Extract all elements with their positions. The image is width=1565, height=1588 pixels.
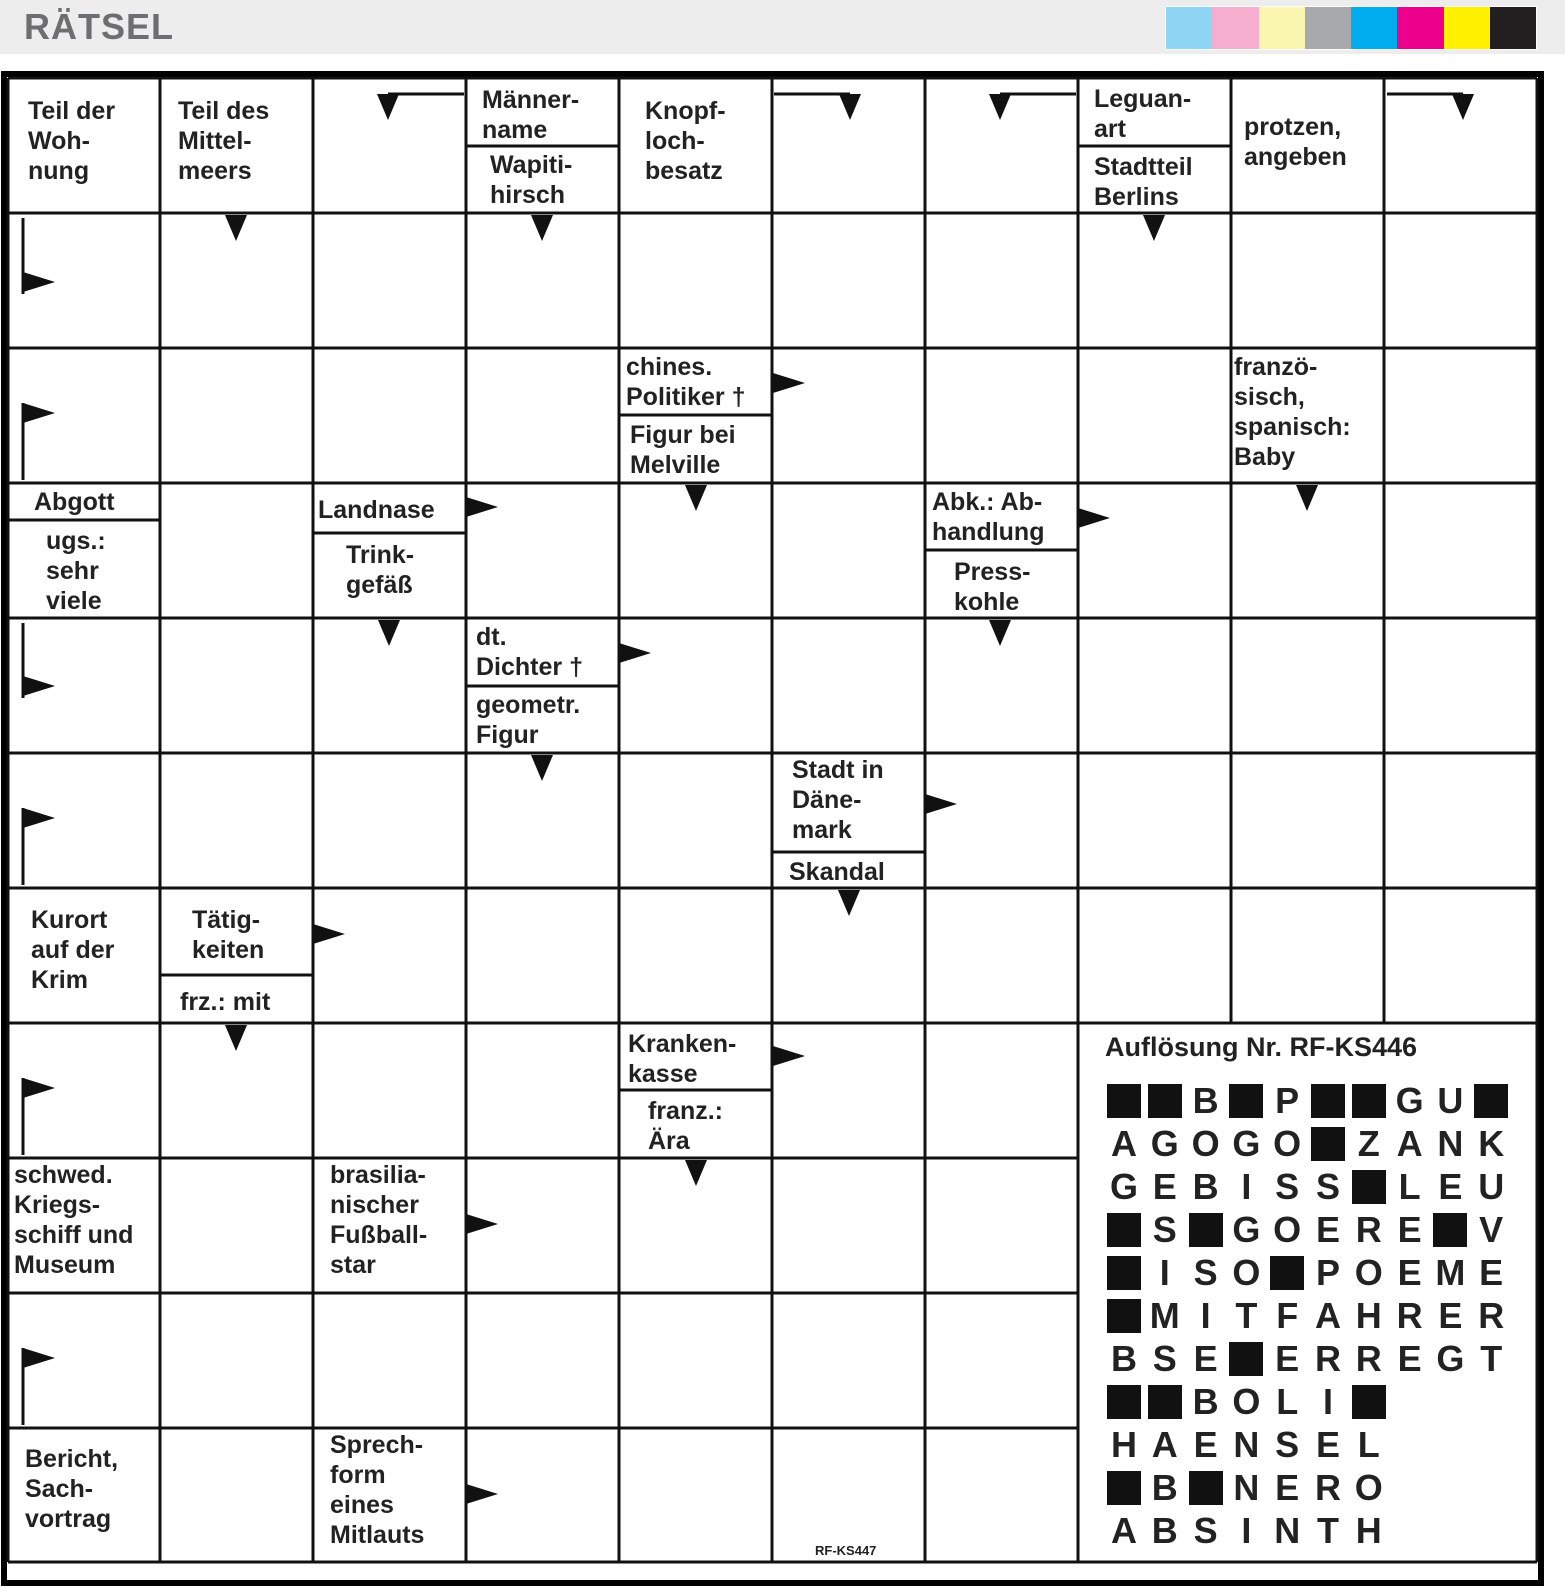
page-title: RÄTSEL — [24, 6, 174, 47]
solution-letter: T — [1480, 1338, 1503, 1379]
solution-letter: O — [1354, 1252, 1383, 1293]
clue-text — [954, 557, 1030, 617]
clue-line: Teil der — [28, 97, 116, 125]
arrow-icon — [466, 497, 498, 517]
clue-line: Fußball- — [330, 1221, 428, 1249]
clue-text — [330, 1430, 424, 1550]
clue-line: chines. — [626, 353, 713, 381]
solution-letter: A — [1151, 1424, 1178, 1465]
solution-letter: O — [1273, 1123, 1302, 1164]
solution-letter: E — [1479, 1252, 1504, 1293]
solution-block — [1148, 1084, 1182, 1118]
solution-letter: K — [1478, 1123, 1505, 1164]
solution-letter: O — [1232, 1381, 1261, 1422]
arrow-icon — [1078, 508, 1110, 528]
solution-letter: S — [1193, 1510, 1218, 1551]
solution-letter: B — [1151, 1467, 1178, 1508]
arrow-icon — [378, 620, 400, 646]
solution-title: Auflösung Nr. RF-KS446 — [1105, 1032, 1418, 1062]
solution-letter: E — [1275, 1338, 1300, 1379]
clue-text — [46, 526, 106, 616]
solution-letter: G — [1436, 1338, 1465, 1379]
solution-letter: N — [1233, 1467, 1260, 1508]
solution-letter: B — [1151, 1510, 1178, 1551]
clue-text — [180, 987, 270, 1017]
solution-letter: O — [1191, 1123, 1220, 1164]
solution-block — [1189, 1213, 1223, 1247]
solution-letter: E — [1438, 1295, 1463, 1336]
solution-letter: E — [1315, 1424, 1340, 1465]
solution-letter: B — [1192, 1166, 1219, 1207]
clue-text — [648, 1096, 723, 1156]
clue-line: Abgott — [34, 488, 115, 516]
solution-letter: E — [1397, 1252, 1422, 1293]
clue-line: geometr. — [476, 691, 581, 719]
arrow-icon — [1452, 94, 1474, 120]
clue-line: Kranken- — [628, 1030, 737, 1058]
solution-letter: M — [1149, 1295, 1180, 1336]
solution-letter: E — [1397, 1338, 1422, 1379]
clue-line: Skandal — [789, 858, 885, 886]
solution-letter: H — [1355, 1295, 1382, 1336]
clue-line: Tätig- — [192, 906, 261, 934]
clue-line: vortrag — [25, 1505, 112, 1533]
clue-line: Wapiti- — [490, 151, 573, 179]
solution-block — [1270, 1256, 1304, 1290]
arrow-icon — [23, 808, 55, 828]
solution-letter: S — [1152, 1209, 1177, 1250]
solution-letter: T — [1317, 1510, 1339, 1551]
clue-line: Teil des — [178, 97, 270, 125]
clue-line: eines — [330, 1491, 394, 1519]
solution-letter: L — [1276, 1381, 1299, 1422]
arrow-icon — [989, 620, 1011, 646]
solution-letter: O — [1273, 1209, 1302, 1250]
solution-letter: E — [1397, 1209, 1422, 1250]
solution-letter: I — [1322, 1381, 1333, 1422]
clue-line: Kurort — [31, 906, 108, 934]
clue-line: dt. — [476, 623, 507, 651]
clue-line: meers — [178, 157, 252, 185]
arrow-icon — [1143, 215, 1165, 241]
clue-text — [25, 1444, 118, 1534]
clue-text — [346, 540, 414, 600]
clue-line: art — [1094, 115, 1126, 143]
clue-text — [1234, 352, 1351, 472]
solution-letter: R — [1355, 1209, 1382, 1250]
solution-letter: E — [1193, 1338, 1218, 1379]
clue-line: Melville — [630, 451, 721, 479]
clue-line: handlung — [932, 518, 1045, 546]
clue-text — [490, 150, 572, 210]
clue-line: nung — [28, 157, 90, 185]
solution-letter: N — [1274, 1510, 1301, 1551]
clue-line: viele — [46, 587, 102, 615]
clue-text — [14, 1160, 133, 1280]
solution-letter: R — [1396, 1295, 1423, 1336]
solution-letter: O — [1232, 1252, 1261, 1293]
solution-block — [1311, 1127, 1345, 1161]
solution-letter: A — [1111, 1123, 1137, 1164]
clue-line: auf der — [31, 936, 115, 964]
solution-letter: E — [1152, 1166, 1177, 1207]
arrow-icon — [466, 1484, 498, 1504]
clue-text — [28, 96, 115, 186]
arrow-icon — [989, 94, 1011, 120]
solution-letter: V — [1479, 1209, 1504, 1250]
solution-letter: R — [1315, 1338, 1341, 1379]
clue-line: Trink- — [346, 541, 415, 569]
solution-letter: E — [1193, 1424, 1218, 1465]
solution-letter: R — [1315, 1467, 1341, 1508]
clue-line: protzen, — [1244, 113, 1342, 141]
clue-line: Bericht, — [25, 1445, 119, 1473]
solution-letter: S — [1193, 1252, 1218, 1293]
clue-line: schiff und — [14, 1221, 134, 1249]
clue-line: form — [330, 1461, 386, 1489]
solution-block — [1107, 1256, 1141, 1290]
arrow-icon — [23, 1078, 55, 1098]
solution-block — [1229, 1342, 1263, 1376]
clue-line: star — [330, 1251, 376, 1279]
solution-letter: S — [1152, 1338, 1177, 1379]
solution-letter: U — [1478, 1166, 1505, 1207]
clue-line: Stadtteil — [1094, 153, 1193, 181]
clue-line: spanisch: — [1234, 413, 1351, 441]
clue-line: keiten — [192, 936, 265, 964]
solution-letter: R — [1478, 1295, 1505, 1336]
arrow-icon — [23, 1348, 55, 1368]
clue-line: kohle — [954, 588, 1020, 616]
clue-line: franz.: — [648, 1097, 723, 1125]
clue-text — [1094, 84, 1191, 144]
solution-letter: O — [1354, 1467, 1383, 1508]
clue-text — [318, 495, 435, 525]
solution-letter: E — [1275, 1467, 1300, 1508]
clue-line: Dichter † — [476, 653, 583, 681]
clue-text — [476, 622, 583, 682]
clue-text — [31, 905, 114, 995]
clue-line: nischer — [330, 1191, 419, 1219]
arrow-icon — [23, 272, 55, 292]
solution-letter: G — [1109, 1166, 1138, 1207]
clue-text — [330, 1160, 427, 1280]
solution-letter: I — [1159, 1252, 1170, 1293]
clue-text — [932, 487, 1044, 547]
clue-line: Woh- — [28, 127, 91, 155]
solution-letter: I — [1241, 1166, 1252, 1207]
clue-text — [482, 85, 579, 145]
solution-letter: M — [1435, 1252, 1466, 1293]
clue-line: Berlins — [1094, 183, 1179, 211]
solution-block — [1107, 1471, 1141, 1505]
clue-text — [192, 905, 264, 965]
clue-line: sehr — [46, 557, 99, 585]
arrow-icon — [925, 794, 957, 814]
solution-letter: I — [1200, 1295, 1211, 1336]
solution-block — [1148, 1385, 1182, 1419]
clue-line: franzö- — [1234, 353, 1318, 381]
arrow-icon — [466, 1214, 498, 1234]
solution-letter: R — [1355, 1338, 1382, 1379]
solution-letter: A — [1396, 1123, 1423, 1164]
arrow-icon — [377, 94, 399, 120]
arrow-icon — [619, 643, 651, 663]
arrow-icon — [685, 485, 707, 511]
solution-block — [1352, 1084, 1386, 1118]
arrow-icon — [23, 403, 55, 423]
clue-text — [1094, 152, 1193, 212]
arrow-icon — [225, 215, 247, 241]
clue-line: Däne- — [792, 786, 862, 814]
clue-line: Kriegs- — [14, 1191, 101, 1219]
solution-letter: N — [1233, 1424, 1260, 1465]
clue-line: Sprech- — [330, 1431, 424, 1459]
solution-letter: B — [1111, 1338, 1137, 1379]
clue-line: Figur — [476, 721, 539, 749]
solution-letter: B — [1192, 1080, 1219, 1121]
solution-letter: P — [1275, 1080, 1300, 1121]
clue-line: hirsch — [490, 181, 566, 209]
solution-letter: S — [1315, 1166, 1340, 1207]
solution-letter: B — [1192, 1381, 1219, 1422]
clue-text — [626, 352, 746, 412]
solution-letter: U — [1437, 1080, 1464, 1121]
solution-block — [1352, 1170, 1386, 1204]
solution-block — [1107, 1385, 1141, 1419]
solution-letter: S — [1275, 1166, 1300, 1207]
solution-letter: L — [1398, 1166, 1421, 1207]
clue-line: ugs.: — [46, 527, 106, 555]
solution-letter: A — [1111, 1510, 1137, 1551]
arrow-icon — [685, 1160, 707, 1186]
arrow-icon — [531, 215, 553, 241]
clue-line: besatz — [645, 157, 723, 185]
clue-line: name — [482, 116, 548, 144]
clue-text — [34, 487, 115, 517]
solution-block — [1229, 1084, 1263, 1118]
puzzle-code: RF-KS447 — [815, 1543, 877, 1558]
solution-letter: L — [1357, 1424, 1380, 1465]
solution-letter: E — [1438, 1166, 1463, 1207]
solution-block — [1474, 1084, 1508, 1118]
clue-line: Ära — [648, 1127, 690, 1155]
clue-line: schwed. — [14, 1161, 113, 1189]
clue-line: Abk.: Ab- — [932, 488, 1043, 516]
clue-line: angeben — [1244, 143, 1347, 171]
clue-text — [789, 857, 885, 887]
clue-line: gefäß — [346, 571, 413, 599]
clue-text — [630, 420, 736, 480]
solution-block — [1107, 1084, 1141, 1118]
clue-line: Krim — [31, 966, 88, 994]
clue-text — [178, 96, 269, 186]
clue-line: kasse — [628, 1060, 698, 1088]
solution-letter: G — [1395, 1080, 1424, 1121]
solution-letter: E — [1315, 1209, 1340, 1250]
solution-letter: S — [1275, 1424, 1300, 1465]
clue-line: loch- — [645, 127, 705, 155]
clue-line: Mitlauts — [330, 1521, 425, 1549]
clue-line: Baby — [1234, 443, 1296, 471]
solution-block — [1107, 1213, 1141, 1247]
solution-letter: G — [1232, 1123, 1261, 1164]
arrow-icon — [839, 94, 861, 120]
clue-line: sisch, — [1234, 383, 1305, 411]
clue-text — [476, 690, 580, 750]
solution-block — [1107, 1299, 1141, 1333]
clue-line: Landnase — [318, 496, 435, 524]
clue-line: Männer- — [482, 86, 580, 114]
clue-line: Leguan- — [1094, 85, 1192, 113]
arrow-icon — [838, 890, 860, 916]
clue-line: Knopf- — [645, 97, 726, 125]
clue-line: Stadt in — [792, 756, 884, 784]
solution-block — [1311, 1084, 1345, 1118]
solution-letter: N — [1437, 1123, 1464, 1164]
solution-letter: Z — [1357, 1123, 1380, 1164]
arrow-icon — [531, 755, 553, 781]
clue-line: Sach- — [25, 1475, 94, 1503]
arrow-icon — [23, 676, 55, 696]
arrow-icon — [1296, 485, 1318, 511]
solution-letter: I — [1241, 1510, 1252, 1551]
clue-line: Press- — [954, 558, 1031, 586]
clue-line: Figur bei — [630, 421, 736, 449]
solution-letter: T — [1235, 1295, 1258, 1336]
solution-letter: G — [1150, 1123, 1179, 1164]
clue-line: Mittel- — [178, 127, 252, 155]
clue-line: Museum — [14, 1251, 116, 1279]
clue-line: Politiker † — [626, 383, 746, 411]
clue-line: brasilia- — [330, 1161, 426, 1189]
solution-letter: H — [1111, 1424, 1137, 1465]
solution-letter: H — [1355, 1510, 1382, 1551]
clue-line: frz.: mit — [180, 988, 271, 1016]
solution-block — [1352, 1385, 1386, 1419]
arrow-icon — [313, 924, 345, 944]
clue-text — [628, 1029, 736, 1089]
clue-text — [645, 96, 726, 186]
clue-line: mark — [792, 816, 852, 844]
arrow-icon — [225, 1025, 247, 1051]
arrow-icon — [773, 373, 805, 393]
arrow-icon — [773, 1046, 805, 1066]
clue-text — [792, 755, 884, 845]
clue-text — [1244, 112, 1347, 172]
solution-block — [1433, 1213, 1467, 1247]
solution-letter: A — [1315, 1295, 1341, 1336]
solution-letter: P — [1315, 1252, 1340, 1293]
solution-letter: F — [1276, 1295, 1299, 1336]
solution-letter: G — [1232, 1209, 1261, 1250]
solution-block — [1189, 1471, 1223, 1505]
